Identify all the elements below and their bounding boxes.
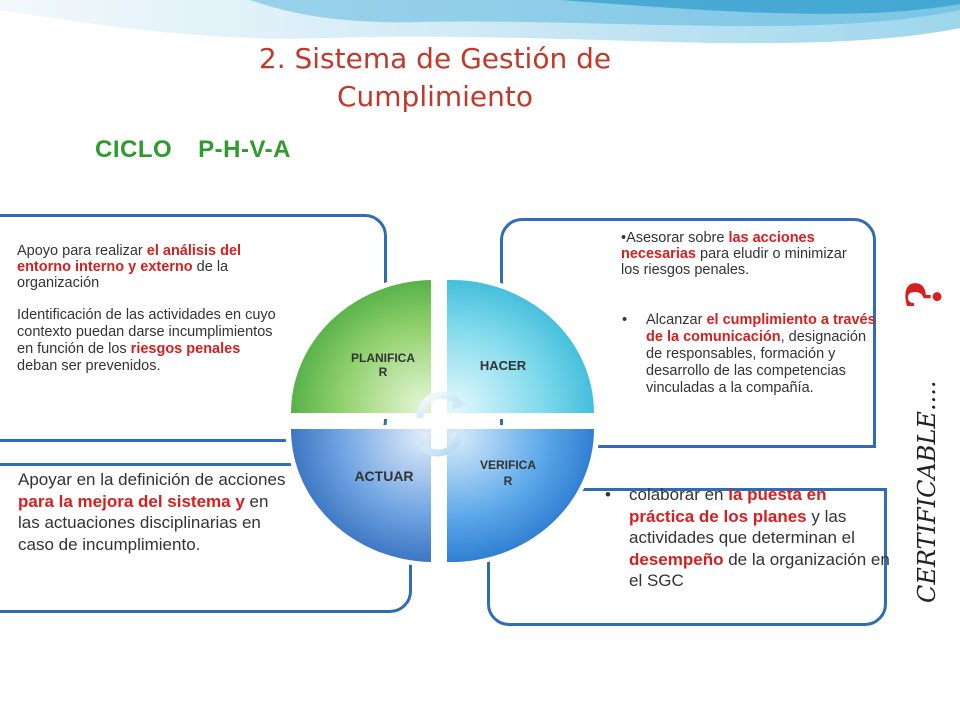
cycle-arrows-icon [414,394,466,454]
quadrant-actuar [285,425,437,567]
label-verificar-tail: R [503,474,513,488]
certificable-label: CERTIFICABLE.... [913,380,941,603]
quadrant-hacer [443,274,600,419]
label-actuar: ACTUAR [354,468,414,484]
label-planificar-tail: R [378,365,388,379]
label-hacer: HACER [479,358,527,373]
cycle-label: CICLO [95,136,173,163]
question-mark-icon: ? [897,280,953,310]
hacer-bullet-1: •Asesorar sobre las acciones necesarias para eludir o minimizar los riesgos penales. [621,230,847,278]
verifica-bullet-1: • colaborar en la puesta en práctica de los planes y las actividades que determinan el desempeño de la organización en el SGC [605,485,890,590]
title-line-1: 2. Sistema de Gestión de [258,42,612,75]
hacer-bullet-2: • Alcanzar el cumplimiento a través de la comunicación, designación de responsables, formación y desarrollo de las competencias vinculadas a la compañía. [622,312,876,396]
planifica-bullet-2: Identificación de las actividades en cuyo contexto puedan darse incumplimientos en función de los riesgos penales deban ser prevenidos. [17,307,276,374]
actuar-bullet-1: Apoyar en la definición de acciones para la mejora del sistema y en las actuaciones disciplinarias en caso de incumplimiento. [18,470,286,554]
title-line-2: Cumplimiento [336,80,534,113]
quadrant-verificar [443,425,600,567]
planifica-bullet-1: Apoyo para realizar el análisis del entorno interno y externo de la organización [17,243,242,291]
cycle-code: P-H-V-A [198,136,292,163]
label-planificar: PLANIFICA [351,351,415,365]
label-verificar: VERIFICA [479,458,537,472]
quadrant-planificar [285,274,437,419]
